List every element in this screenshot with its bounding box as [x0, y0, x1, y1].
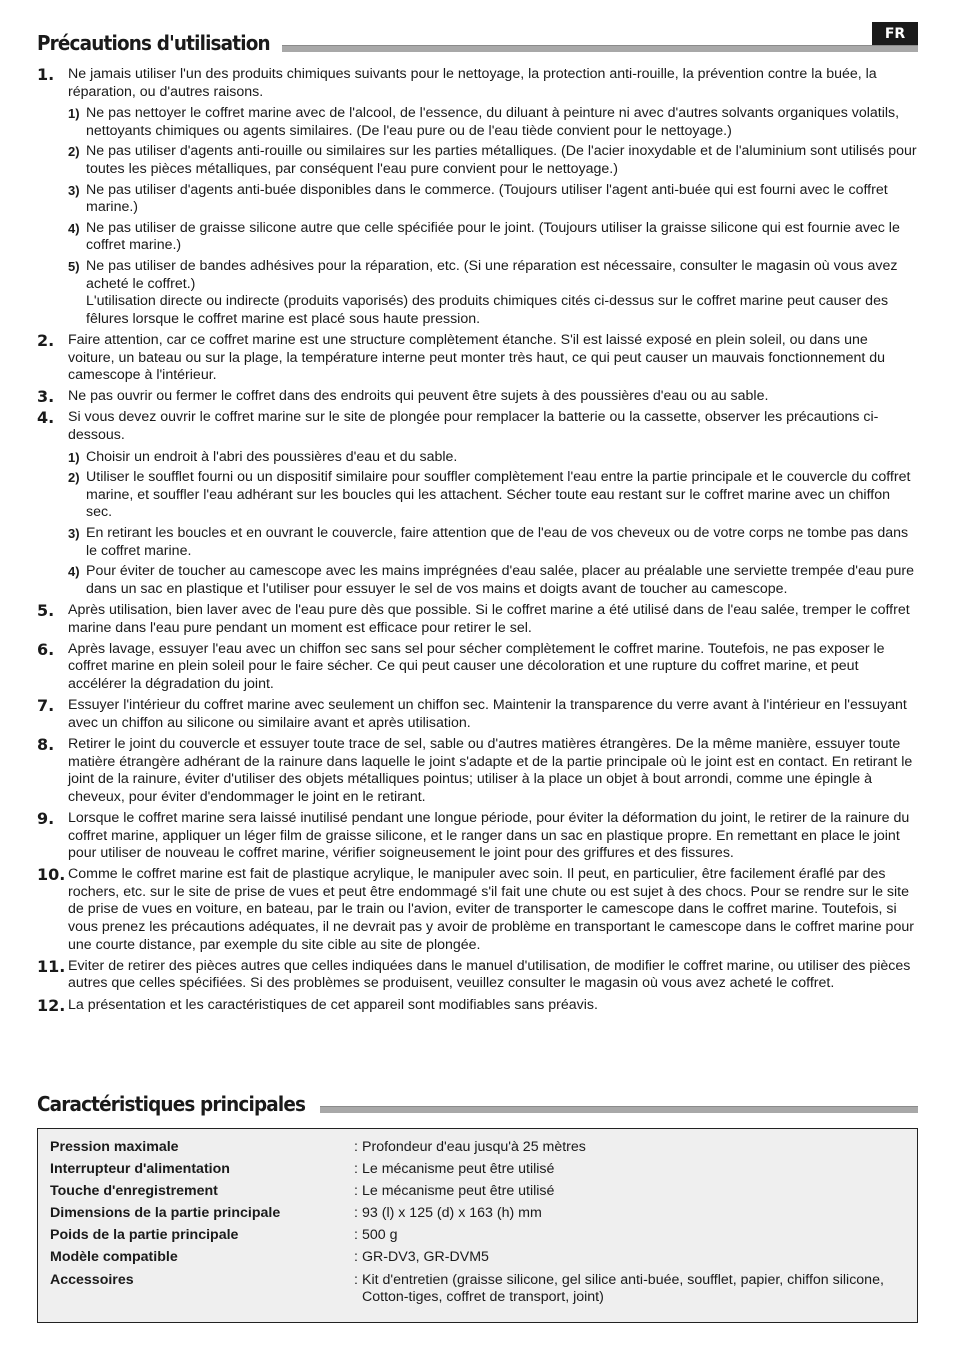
- precaution-number: 1.: [37, 65, 55, 84]
- spec-label: Poids de la partie principale: [50, 1227, 239, 1244]
- sub-item-number: 1): [68, 449, 80, 465]
- precaution-text: Ne jamais utiliser l'un des produits chimiques suivants pour le nettoyage, la protection anti-rouille, la prévention contre la buée, la réparation, ou d'autres raisons.: [68, 66, 877, 100]
- spec-colon: :: [354, 1183, 358, 1200]
- spec-value: [354, 1227, 910, 1245]
- precaution-body: [68, 602, 918, 637]
- language-badge: FR: [872, 22, 918, 45]
- sub-item: [68, 449, 918, 467]
- precaution-item: [37, 332, 918, 385]
- spec-label: Interrupteur d'alimentation: [50, 1161, 230, 1178]
- spec-row: [50, 1205, 910, 1223]
- sub-item-text: Ne pas nettoyer le coffret marine avec de l'alcool, de l'essence, du diluant à peinture ni avec d'autres solvants organiques volatils, nettoyants chimiques ou agents similaires. (De l'eau pure ou de l'eau tiède convient pour le nettoyage.): [86, 105, 900, 139]
- sub-item-number: 2): [68, 470, 80, 486]
- spec-colon: :: [354, 1139, 358, 1155]
- sub-item-text: Ne pas utiliser de graisse silicone autre que celle spécifiée pour le joint. (Toujours utiliser la graisse silicone qui est fournie avec le coffret marine.): [86, 219, 900, 254]
- sub-item-number: 4): [68, 220, 80, 236]
- spec-colon: :: [354, 1249, 358, 1266]
- spec-colon: :: [354, 1271, 358, 1288]
- precaution-number: 5.: [37, 601, 55, 620]
- precaution-body: [68, 388, 918, 406]
- spec-label: Touche d'enregistrement: [50, 1183, 218, 1200]
- precaution-item: [37, 997, 918, 1015]
- precaution-number: 6.: [37, 639, 55, 659]
- spec-label: Pression maximale: [50, 1139, 179, 1155]
- spec-colon: :: [354, 1227, 358, 1244]
- spec-row: [50, 1139, 910, 1157]
- precaution-number: 2.: [37, 330, 55, 350]
- section-title-text: Précautions d'utilisation: [37, 31, 270, 55]
- precaution-body: [68, 697, 918, 732]
- sub-item-text: Ne pas utiliser d'agents anti-buée disponibles dans le commerce. (Toujours utiliser l'agent anti-buée qui est fourni avec le coffret marine.): [86, 181, 888, 216]
- section-title-specs: [37, 1094, 918, 1114]
- precaution-number: 4.: [37, 408, 55, 428]
- precaution-item: [37, 602, 918, 637]
- spec-value-text: Le mécanisme peut être utilisé: [362, 1183, 555, 1200]
- sub-item-text: En retirant les boucles et en ouvrant le couvercle, faire attention que de l'eau de vos cheveux ou de votre corps ne tombe pas dans le coffret marine.: [86, 525, 909, 559]
- spec-box: [37, 1128, 918, 1323]
- precaution-number: 11.: [37, 956, 66, 976]
- spec-label: Modèle compatible: [50, 1249, 178, 1266]
- spec-colon: :: [354, 1161, 358, 1178]
- sub-item: [68, 258, 918, 293]
- precaution-body: [68, 997, 918, 1015]
- precaution-number: 3.: [37, 387, 55, 407]
- precaution-text: Après lavage, essuyer l'eau avec un chiffon sec sans sel pour sécher complètement le coffret marine. Toutefois, ne pas exposer le coffret marine en plein soleil pour le faire sécher. Ce qui peut causer une décoloration et une rupture du coffret marine, et peut accélérer la dégradation du joint.: [68, 640, 885, 692]
- precaution-item: [37, 66, 918, 328]
- spec-label: Accessoires: [50, 1271, 134, 1288]
- precaution-text: Faire attention, car ce coffret marine est une structure complètement étanche. S'il est laissé exposé en plein soleil, ou dans une voiture, un bateau ou sur la plage, la température interne peut monter très haut, ce qui peut causer un mauvais fonctionnement du camescope à l'intérieur.: [68, 331, 886, 384]
- sub-item-number: 4): [68, 564, 80, 580]
- precaution-text: Retirer le joint du couvercle et essuyer toute trace de sel, sable ou d'autres matières étrangères. De la même manière, essuyer toute matière étrangère adhérant de la rainure dans laquelle le joint s'adapte et de la partie principale où le joint est en contact. En retirant le joint de la rainure, éviter d'utiliser des objets métalliques pointus; utiliser à la place un objet à bout arrondi, comme une épingle à cheveux, pour éviter d'endommager le joint en le retirant.: [68, 735, 913, 805]
- spec-value-text: Kit d'entretien (graisse silicone, gel silice anti-buée, soufflet, papier, chiffon silicone, Cotton-tiges, coffret de transport, joint): [362, 1271, 884, 1306]
- spec-value-text: Le mécanisme peut être utilisé: [362, 1161, 555, 1178]
- sub-item-text: Pour éviter de toucher au camescope avec les mains imprégnées d'eau salée, placer au préalable une serviette trempée d'eau pure dans un sac en plastique et l'utiliser pour essuyer le sel de vos mains et doigts avant de toucher au camescope.: [86, 563, 914, 597]
- precaution-item: [37, 697, 918, 732]
- precaution-text: Si vous devez ouvrir le coffret marine sur le site de plongée pour remplacer la batterie ou la cassette, observer les précautions ci-dessous.: [68, 409, 879, 444]
- spec-value-text: GR-DV3, GR-DVM5: [362, 1249, 489, 1266]
- precaution-body: [68, 409, 918, 598]
- title-rule: [320, 1106, 918, 1113]
- spec-row: [50, 1272, 910, 1307]
- spec-value: [354, 1272, 910, 1307]
- spec-value: [354, 1183, 910, 1201]
- precaution-body: [68, 810, 918, 863]
- precaution-body: [68, 332, 918, 385]
- section-title-precautions: [37, 33, 918, 53]
- sub-item-text: Choisir un endroit à l'abri des poussières d'eau et du sable.: [86, 448, 458, 465]
- spec-value: [354, 1139, 910, 1157]
- spec-table: [50, 1139, 910, 1311]
- sub-item: [68, 220, 918, 255]
- precaution-item: [37, 736, 918, 806]
- precaution-body: [68, 66, 918, 328]
- precaution-body: [68, 958, 918, 993]
- spec-value: [354, 1205, 910, 1223]
- precaution-number: 8.: [37, 734, 55, 754]
- sub-item-text: Ne pas utiliser d'agents anti-rouille ou similaires sur les parties métalliques. (De l'acier inoxydable et de l'aluminium sont utilisés pour toutes les pièces métalliques, par conséquent l'eau pure convient pour le nettoyage.): [86, 143, 917, 177]
- sub-item: [68, 143, 918, 178]
- spec-row: [50, 1183, 910, 1201]
- spec-value: [354, 1161, 910, 1179]
- sub-item-number: 1): [68, 106, 80, 122]
- spec-value-text: 500 g: [362, 1227, 398, 1244]
- precautions-list: [37, 66, 918, 1018]
- precaution-body: [68, 641, 918, 694]
- precaution-item: [37, 388, 918, 406]
- sub-item-number: 2): [68, 144, 80, 160]
- spec-colon: :: [354, 1205, 358, 1222]
- spec-label: Dimensions de la partie principale: [50, 1205, 281, 1222]
- precaution-text: Eviter de retirer des pièces autres que celles indiquées dans le manuel d'utilisation, de modifier le coffret marine, ou utiliser des pièces autres que celles spécifiées. Si des problèmes se produisent, veuillez consulter le magasin où vous avez acheté le coffret.: [68, 957, 911, 992]
- sub-item: [68, 182, 918, 217]
- sub-item-text: Ne pas utiliser de bandes adhésives pour la réparation, etc. (Si une réparation est nécessaire, consulter le magasin où vous avez acheté le coffret.): [86, 257, 898, 292]
- precaution-number: 7.: [37, 696, 55, 716]
- precaution-item: [37, 409, 918, 598]
- precaution-number: 9.: [37, 808, 55, 828]
- precaution-body: [68, 736, 918, 806]
- sub-item-text: Utiliser le soufflet fourni ou un dispositif similaire pour souffler complètement l'eau entre la partie principale et le couvercle du coffret marine, et souffler l'eau adhérant sur les boucles qui les attachent. Sécher toute eau restant sur le coffret marine avec un chiffon sec.: [86, 469, 911, 521]
- precaution-item: [37, 810, 918, 863]
- sub-item: [68, 563, 918, 598]
- spec-row: [50, 1227, 910, 1245]
- precaution-text: Lorsque le coffret marine sera laissé inutilisé pendant une longue période, pour éviter la déformation du joint, le retirer de la rainure du coffret marine, appliquer un léger film de graisse silicone, et le ranger dans un sac en plastique propre. En remettant en place le joint pour utiliser de nouveau le coffret marine, vérifier soigneusement le joint pour des griffures et des fissures.: [68, 809, 910, 862]
- sub-item: [68, 105, 918, 140]
- precaution-item: [37, 958, 918, 993]
- section-title-text: Caractéristiques principales: [37, 1092, 306, 1116]
- spec-value-text: 93 (l) x 125 (d) x 163 (h) mm: [362, 1205, 542, 1222]
- precaution-note: L'utilisation directe ou indirecte (produits vaporisés) des produits chimiques cités ci-dessus sur le coffret marine peut causer des fêlures lorsque le coffret marine est placé sous haute pression.: [86, 293, 889, 327]
- precaution-text: La présentation et les caractéristiques de cet appareil sont modifiables sans préavis.: [68, 996, 598, 1013]
- spec-value-text: Profondeur d'eau jusqu'à 25 mètres: [362, 1139, 586, 1155]
- precaution-text: Ne pas ouvrir ou fermer le coffret dans des endroits qui peuvent être sujets à des poussières d'eau ou au sable.: [68, 388, 769, 405]
- sub-item-number: 5): [68, 258, 80, 274]
- precaution-body: [68, 866, 918, 954]
- sub-item-number: 3): [68, 526, 80, 542]
- precaution-text: Comme le coffret marine est fait de plastique acrylique, le manipuler avec soin. Il peut, en particulier, être facilement éraflé par des rochers, etc. sur le site de prise de vues et peut être endommagé s'il fait une chute ou est sujet à des chocs. Pour se rendre sur le site de prise de vues en voiture, en bateau, par le train ou l'avion, eviter de transporter le camescope dans le coffret marine. Toutefois, si vous prenez les précautions adéquates, il ne devrait pas y avoir de problème en transportant le camescope dans le coffret marine pour une courte distance, par exemple du site cible au site de plongée.: [68, 866, 914, 953]
- spec-row: [50, 1249, 910, 1267]
- precaution-text: Après utilisation, bien laver avec de l'eau pure dès que possible. Si le coffret marine a été utilisé dans de l'eau salée, tremper le coffret marine dans l'eau pure pendant un moment est efficace pour retirer le sel.: [68, 602, 910, 636]
- precaution-number: 10.: [37, 865, 66, 885]
- title-rule: [282, 45, 918, 52]
- precaution-item: [37, 866, 918, 954]
- spec-value: [354, 1249, 910, 1267]
- sub-item-number: 3): [68, 182, 80, 198]
- precaution-text: Essuyer l'intérieur du coffret marine avec seulement un chiffon sec. Maintenir la transparence du verre avant à l'intérieur en l'essuyant avec un chiffon au silicone ou similaire avant et après utilisation.: [68, 697, 907, 731]
- precaution-number: 12.: [37, 995, 66, 1015]
- sub-item: [68, 525, 918, 560]
- spec-row: [50, 1161, 910, 1179]
- sub-item: [68, 469, 918, 522]
- precaution-item: [37, 641, 918, 694]
